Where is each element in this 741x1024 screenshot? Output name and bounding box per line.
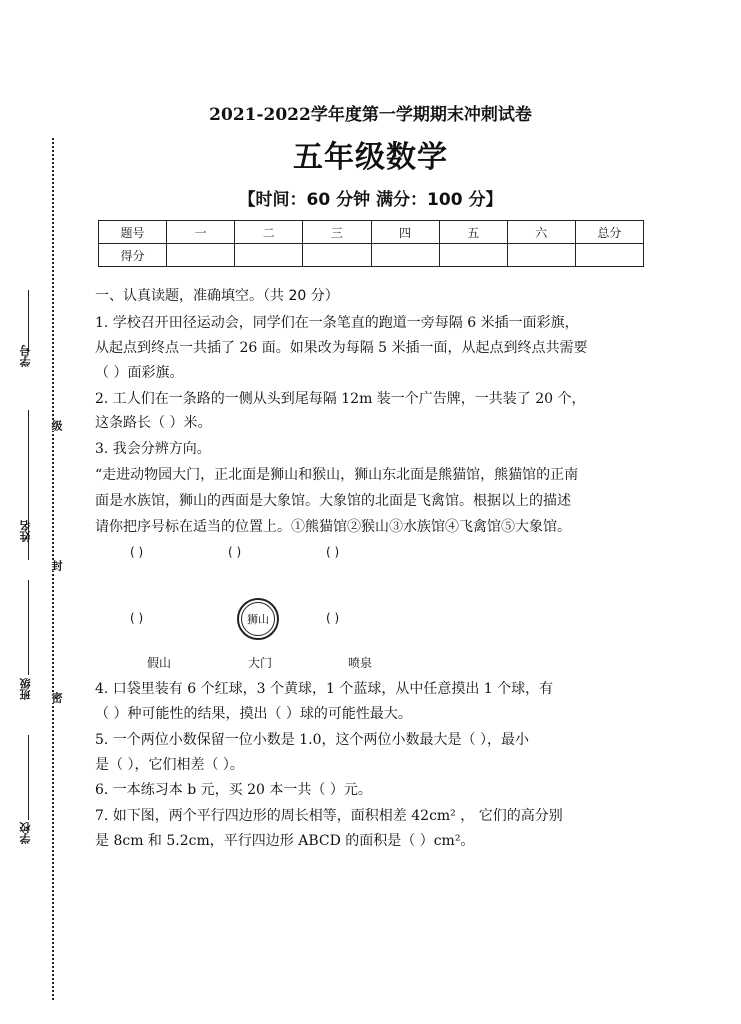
score-cell[interactable] bbox=[303, 244, 371, 267]
table-cell: 一 bbox=[167, 221, 235, 244]
question-line: 2. 工人们在一条路的一侧从头到尾每隔 12m 装一个广告牌，一共装了 20 个， bbox=[95, 391, 586, 407]
section-heading: 一、认真读题，准确填空。（共 20 分） bbox=[95, 288, 339, 304]
table-cell: 四 bbox=[371, 221, 439, 244]
question-line: 请你把序号标在适当的位置上。①熊猫馆②猴山③水族馆④飞禽馆⑤大象馆。 bbox=[95, 519, 571, 535]
time-info: 【时间：60 分钟 满分：100 分】 bbox=[238, 190, 503, 210]
score-cell[interactable] bbox=[371, 244, 439, 267]
table-cell: 六 bbox=[507, 221, 575, 244]
table-cell: 五 bbox=[439, 221, 507, 244]
school-underline bbox=[28, 735, 29, 820]
question-line: 是（ ），它们相差（ ）。 bbox=[95, 757, 244, 773]
map-label-rockery: 假山 bbox=[147, 656, 172, 670]
table-cell: 二 bbox=[235, 221, 303, 244]
table-cell: 题号 bbox=[99, 221, 167, 244]
class-underline bbox=[28, 580, 29, 675]
score-table bbox=[98, 220, 644, 267]
question-line: 面是水族馆，狮山的西面是大象馆。大象馆的北面是飞禽馆。根据以上的描述 bbox=[95, 493, 571, 509]
question-line: 3. 我会分辨方向。 bbox=[95, 441, 211, 457]
question-line: 5. 一个两位小数保留一位小数是 1.0，这个两位小数最大是（ ），最小 bbox=[95, 732, 529, 748]
map-blank-top-left[interactable]: ( ) bbox=[130, 545, 144, 559]
table-cell: 总分 bbox=[575, 221, 643, 244]
question-line: “走进动物园大门，正北面是狮山和猴山，狮山东北面是熊猫馆，熊猫馆的正南 bbox=[95, 467, 579, 483]
question-line: 这条路长（ ）米。 bbox=[95, 415, 212, 431]
score-cell[interactable] bbox=[575, 244, 643, 267]
subject-title: 五年级数学 bbox=[293, 140, 448, 175]
question-line: （ ）种可能性的结果，摸出（ ）球的可能性最大。 bbox=[95, 706, 412, 722]
student-id-underline bbox=[28, 290, 29, 352]
question-line: 6. 一本练习本 b 元，买 20 本一共（ ）元。 bbox=[95, 782, 372, 798]
score-cell[interactable] bbox=[235, 244, 303, 267]
table-cell: 得分 bbox=[99, 244, 167, 267]
score-table-score-row bbox=[99, 244, 644, 267]
seal-char-ji: 级 bbox=[50, 420, 63, 431]
exam-title: 2021-2022学年度第一学期期末冲刺试卷 bbox=[209, 105, 532, 125]
seal-char-feng: 封 bbox=[50, 560, 63, 571]
student-id-label: 学号 bbox=[19, 345, 32, 367]
name-label: 姓名 bbox=[19, 520, 32, 542]
class-label: 班级 bbox=[19, 678, 32, 700]
question-line: 1. 学校召开田径运动会，同学们在一条笔直的跑道一旁每隔 6 米插一面彩旗， bbox=[95, 315, 579, 331]
map-label-fountain: 喷泉 bbox=[348, 656, 373, 670]
map-blank-top-center[interactable]: ( ) bbox=[228, 545, 242, 559]
map-blank-middle-left[interactable]: ( ) bbox=[130, 611, 144, 625]
score-cell[interactable] bbox=[439, 244, 507, 267]
question-line: 是 8cm 和 5.2cm，平行四边形 ABCD 的面积是（ ）cm²。 bbox=[95, 833, 475, 849]
question-line: 7. 如下图，两个平行四边形的周长相等，面积相差 42cm² ， 它们的高分别 bbox=[95, 808, 563, 824]
school-label: 学校 bbox=[19, 822, 32, 844]
question-line: 4. 口袋里装有 6 个红球，3 个黄球，1 个蓝球，从中任意摸出 1 个球，有 bbox=[95, 681, 554, 697]
score-table-header-row bbox=[99, 221, 644, 244]
map-blank-middle-right[interactable]: ( ) bbox=[326, 611, 340, 625]
table-cell: 三 bbox=[303, 221, 371, 244]
map-blank-top-right[interactable]: ( ) bbox=[326, 545, 340, 559]
question-line: （ ）面彩旗。 bbox=[95, 365, 184, 381]
score-cell[interactable] bbox=[167, 244, 235, 267]
lion-hill-circle: 狮山 bbox=[237, 598, 279, 640]
seal-char-mi: 密 bbox=[50, 692, 63, 703]
map-label-gate: 大门 bbox=[248, 656, 273, 670]
score-cell[interactable] bbox=[507, 244, 575, 267]
question-line: 从起点到终点一共插了 26 面。如果改为每隔 5 米插一面，从起点到终点共需要 bbox=[95, 340, 588, 356]
